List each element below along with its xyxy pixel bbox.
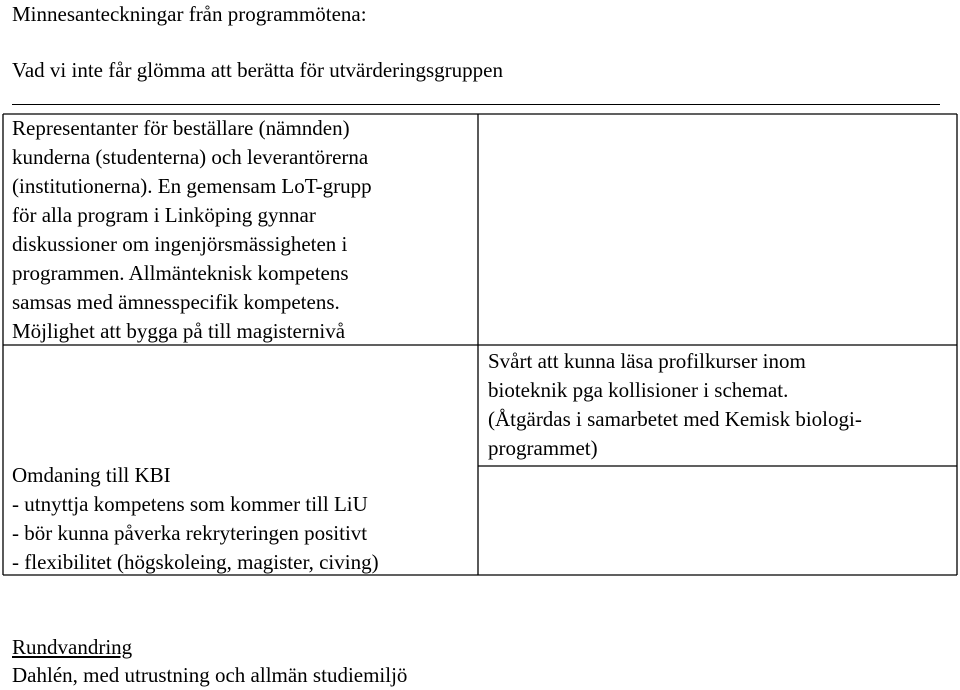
text-line: för alla program i Linköping gynnar bbox=[12, 203, 316, 227]
text-line: (Åtgärdas i samarbetet med Kemisk biologi- bbox=[488, 407, 862, 431]
text-line: diskussioner om ingenjörsmässigheten i bbox=[12, 232, 348, 256]
text-line: Representanter för beställare (nämnden) bbox=[12, 116, 350, 140]
text-line: kunderna (studenterna) och leverantörerna bbox=[12, 145, 369, 169]
text-line: Omdaning till KBI bbox=[12, 463, 171, 487]
text-line: - bör kunna påverka rekryteringen positivt bbox=[12, 521, 368, 545]
page-heading: Minnesanteckningar från programmötena: bbox=[12, 2, 367, 26]
text-line: Svårt att kunna läsa profilkurser inom bbox=[488, 349, 806, 373]
text-line: Möjlighet att bygga på till magisternivå bbox=[12, 319, 346, 343]
reminder-line: Vad vi inte får glömma att berätta för utvärderingsgruppen bbox=[12, 58, 503, 82]
text-line: programmet) bbox=[488, 436, 598, 460]
rundvandring-description: Dahlén, med utrustning och allmän studiemiljö bbox=[12, 663, 408, 687]
text-line: - flexibilitet (högskoleing, magister, civing) bbox=[12, 550, 379, 574]
text-line: (institutionerna). En gemensam LoT-grupp bbox=[12, 174, 372, 198]
text-line: programmen. Allmänteknisk kompetens bbox=[12, 261, 349, 285]
text-line: - utnyttja kompetens som kommer till LiU bbox=[12, 492, 368, 516]
text-line: samsas med ämnesspecifik kompetens. bbox=[12, 290, 340, 314]
text-line: bioteknik pga kollisioner i schemat. bbox=[488, 378, 789, 402]
rundvandring-title: Rundvandring bbox=[12, 635, 133, 659]
